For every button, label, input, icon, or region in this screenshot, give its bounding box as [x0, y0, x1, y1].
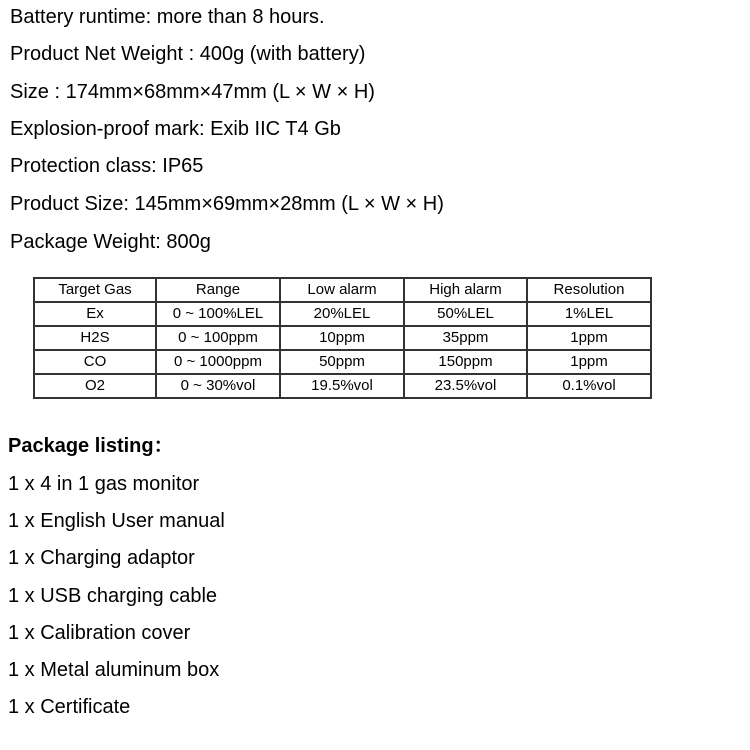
table-cell: 50%LEL	[404, 302, 527, 326]
spec-net-weight: Product Net Weight : 400g (with battery)	[10, 43, 366, 65]
package-item: 1 x USB charging cable	[8, 585, 218, 607]
table-row	[34, 326, 651, 350]
table-header-cell: Resolution	[527, 278, 651, 302]
table-row	[34, 374, 651, 398]
table-header-cell: Range	[156, 278, 280, 302]
table-header-cell: Low alarm	[280, 278, 404, 302]
spec-battery-runtime: Battery runtime: more than 8 hours.	[10, 6, 325, 28]
table-row	[34, 350, 651, 374]
table-cell: CO	[34, 350, 156, 374]
spec-package-weight: Package Weight: 800g	[10, 231, 211, 253]
table-cell: H2S	[34, 326, 156, 350]
gas-spec-table	[33, 277, 652, 399]
table-cell: 50ppm	[280, 350, 404, 374]
table-header-cell: Target Gas	[34, 278, 156, 302]
table-cell: 0 ~ 100%LEL	[156, 302, 280, 326]
package-item: 1 x Certificate	[8, 696, 131, 718]
package-item: 1 x Charging adaptor	[8, 547, 195, 569]
package-item: 1 x Calibration cover	[8, 622, 191, 644]
table-cell: 23.5%vol	[404, 374, 527, 398]
table-header-row	[34, 278, 651, 302]
table-cell: 10ppm	[280, 326, 404, 350]
package-item: 1 x English User manual	[8, 510, 225, 532]
table-cell: 20%LEL	[280, 302, 404, 326]
table-cell: O2	[34, 374, 156, 398]
table-row	[34, 302, 651, 326]
spec-explosion-proof: Explosion-proof mark: Exib IIC T4 Gb	[10, 118, 341, 140]
table-cell: 0 ~ 100ppm	[156, 326, 280, 350]
table-cell: 19.5%vol	[280, 374, 404, 398]
table-cell: 0.1%vol	[527, 374, 651, 398]
table-cell: 0 ~ 30%vol	[156, 374, 280, 398]
package-item: 1 x 4 in 1 gas monitor	[8, 473, 200, 495]
table-cell: 1ppm	[527, 326, 651, 350]
table-cell: Ex	[34, 302, 156, 326]
table-cell: 1%LEL	[527, 302, 651, 326]
table-header-cell: High alarm	[404, 278, 527, 302]
spec-size: Size : 174mm×68mm×47mm (L × W × H)	[10, 81, 375, 103]
package-listing-heading: Package listing：	[8, 435, 174, 457]
spec-product-size: Product Size: 145mm×69mm×28mm (L × W × H)	[10, 193, 444, 215]
table-cell: 0 ~ 1000ppm	[156, 350, 280, 374]
spec-protection-class: Protection class: IP65	[10, 155, 204, 177]
table-cell: 150ppm	[404, 350, 527, 374]
package-item: 1 x Metal aluminum box	[8, 659, 220, 681]
table-cell: 1ppm	[527, 350, 651, 374]
table-cell: 35ppm	[404, 326, 527, 350]
